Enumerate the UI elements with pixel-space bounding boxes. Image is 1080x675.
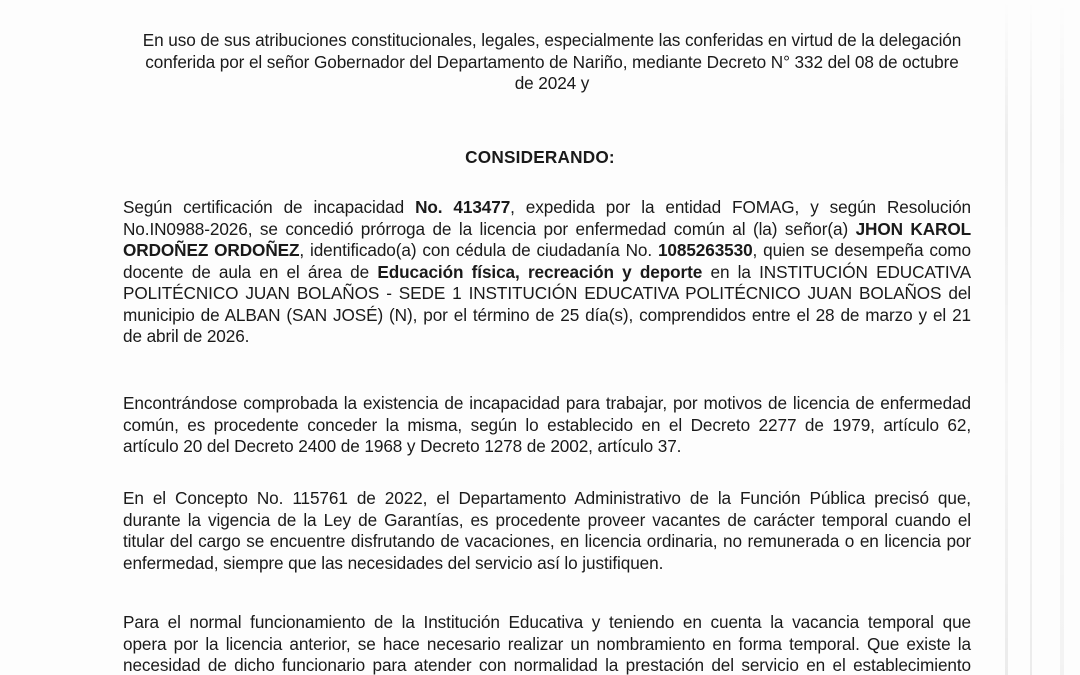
id-number: 1085263530 [657,240,753,260]
paragraph-line: En el Concepto No. 115761 de 2022, el Departamento Administrativo de la Función Pública precisó que, [123,488,971,508]
paragraph-functioning [123,612,971,675]
scan-artifact [1005,0,1008,675]
paragraph-line: necesidad de dicho funcionario para atender con normalidad la prestación del servicio en el establecimiento [123,655,971,675]
paragraph-line: durante la vigencia de la Ley de Garantías, es procedente proveer vacantes de carácter temporal cuando el [123,509,971,530]
subject-area: Educación física, recreación y deporte [377,261,703,282]
paragraph-line: común, es procedente conceder la misma, según lo establecido en el Decreto 2277 de 1979, artículo 62, [123,414,971,435]
paragraph-line: artículo 20 del Decreto 2400 de 1968 y Decreto 1278 de 2002, artículo 37. [123,436,682,456]
section-heading: CONSIDERANDO: [465,147,615,167]
paragraph-line: opera por la licencia anterior, se hace necesario realizar un nombramiento en forma temporal. Que existe la [123,633,971,654]
intro-line: de 2024 y [514,73,590,93]
intro-paragraph [128,30,976,95]
text-run: No.IN0988-2026, se concedió prórroga de la licencia por enfermedad común al (la) señor(a) [123,218,856,239]
paragraph-incapacity [123,393,971,458]
paragraph-line: de abril de 2026. [123,326,250,346]
paragraph-line: titular del cargo se encuentre disfrutando de vacaciones, en licencia ordinaria, no remunerada o en licencia por [123,531,971,551]
paragraph-line: municipio de ALBAN (SAN JOSÉ) (N), por el término de 25 día(s), comprendidos entre el 28 de marzo y el 21 [123,304,971,325]
intro-line: En uso de sus atribuciones constitucionales, legales, especialmente las conferidas en virtud de la delegación [142,30,962,50]
scan-artifact [1060,0,1064,675]
employee-name: ORDOÑEZ ORDOÑEZ [123,240,300,260]
text-run: en la INSTITUCIÓN EDUCATIVA [702,261,972,282]
text-run: docente de aula en el área de [123,261,378,282]
paragraph-line: enfermedad, siempre que las necesidades del servicio así lo justifiquen. [123,552,664,573]
certificate-number: No. 413477 [415,197,511,217]
paragraph-line: Para el normal funcionamiento de la Institución Educativa y teniendo en cuenta la vacancia temporal que [123,612,971,632]
employee-name: JHON KAROL [855,218,972,239]
paragraph-line [123,262,971,284]
paragraph-concept [123,488,971,574]
text-run: , identificado(a) con cédula de ciudadanía No. [299,240,658,260]
paragraph-certification [123,197,971,348]
text-run: , expedida por la entidad FOMAG, y según Resolución [510,197,971,217]
scan-artifact [1030,0,1032,675]
intro-line: conferida por el señor Gobernador del Departamento de Nariño, mediante Decreto N° 332 del 08 de octubre [145,51,959,72]
paragraph-line: POLITÉCNICO JUAN BOLAÑOS - SEDE 1 INSTITUCIÓN EDUCATIVA POLITÉCNICO JUAN BOLAÑOS del [123,283,971,303]
paragraph-line [123,197,971,219]
text-run: Según certificación de incapacidad [123,197,416,217]
paragraph-line [123,219,971,241]
paragraph-line [123,240,971,262]
text-run: , quien se desempeña como [752,240,971,260]
paragraph-line: Encontrándose comprobada la existencia de incapacidad para trabajar, por motivos de licencia de enfermedad [123,393,971,413]
